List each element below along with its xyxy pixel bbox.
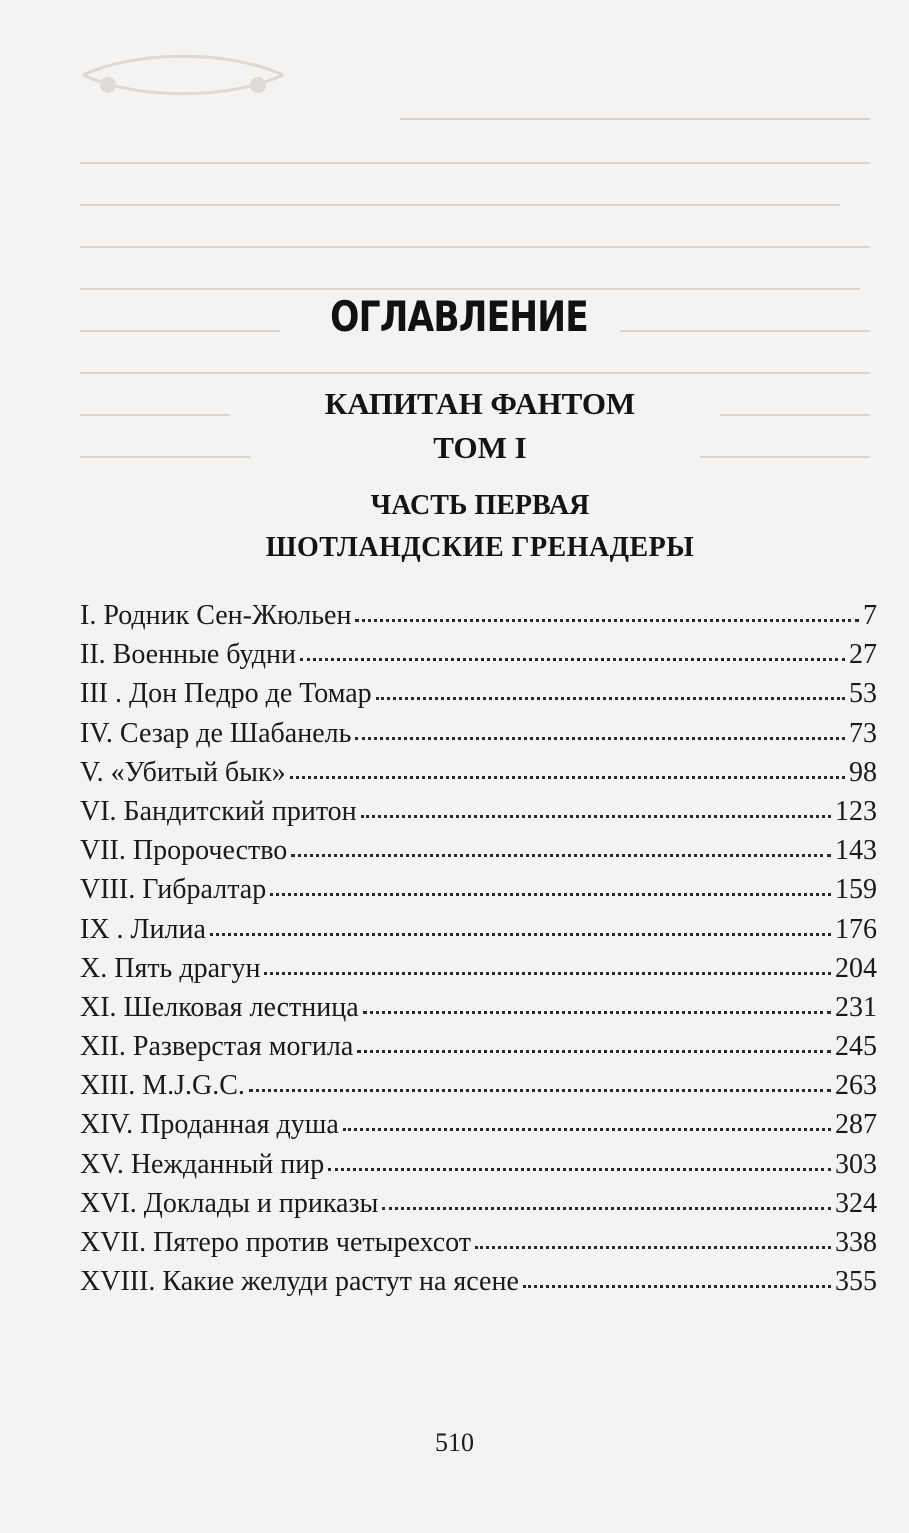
chapter-title: XVIII. Какие желуди растут на ясене (80, 1266, 519, 1298)
toc-entry (80, 1262, 877, 1301)
chapter-title: V. «Убитый бык» (80, 756, 286, 788)
toc-entry (80, 714, 877, 753)
dot-leader (290, 774, 845, 779)
chapter-page-number: 53 (849, 678, 877, 710)
chapter-page-number: 231 (835, 991, 877, 1023)
dot-leader (361, 813, 831, 818)
chapter-title: XVI. Доклады и приказы (80, 1187, 379, 1219)
toc-entry (80, 1223, 877, 1262)
chapter-page-number: 7 (863, 600, 877, 631)
toc-entry (80, 792, 877, 831)
chapter-title: XIV. Проданная душа (80, 1109, 339, 1141)
bleed-through-line (700, 456, 870, 458)
toc-entry (80, 910, 877, 949)
dot-leader (357, 1048, 831, 1053)
dot-leader (355, 735, 845, 740)
dot-leader (382, 1205, 831, 1210)
chapter-title: I. Родник Сен-Жюльен (80, 600, 352, 631)
toc-entry (80, 596, 877, 635)
chapter-title: IX . Лилиа (80, 913, 206, 945)
chapter-title: III . Дон Педро де Томар (80, 678, 372, 710)
chapter-page-number: 123 (835, 795, 877, 827)
chapter-page-number: 355 (835, 1266, 877, 1298)
bleed-through-line (80, 288, 860, 290)
dot-leader (343, 1126, 831, 1131)
dot-leader (475, 1244, 831, 1249)
dot-leader (355, 617, 859, 622)
chapter-page-number: 338 (835, 1227, 877, 1258)
chapter-page-number: 287 (835, 1109, 877, 1141)
chapter-title: IV. Сезар де Шабанель (80, 717, 352, 749)
toc-entry (80, 753, 877, 792)
dot-leader (249, 1087, 831, 1092)
chapter-page-number: 324 (835, 1187, 877, 1219)
part-label: ЧАСТЬ ПЕРВАЯ (370, 490, 590, 521)
chapter-title: XV. Нежданный пир (80, 1148, 325, 1180)
toc-entry (80, 831, 877, 870)
chapter-page-number: 263 (835, 1070, 877, 1102)
chapter-page-number: 143 (835, 835, 877, 867)
chapter-title: XI. Шелковая лестница (80, 991, 359, 1023)
chapter-title: XVII. Пятеро против четырехсот (80, 1227, 472, 1258)
chapter-page-number: 303 (835, 1148, 877, 1180)
bleed-through-line (80, 162, 870, 164)
dot-leader (264, 970, 831, 975)
toc-entry (80, 1105, 877, 1144)
bleed-through-line (80, 246, 870, 248)
toc-entry (80, 988, 877, 1027)
chapter-page-number: 27 (849, 639, 877, 671)
bleed-through-ornament (78, 45, 288, 105)
chapter-page-number: 159 (835, 874, 877, 906)
table-of-contents (80, 596, 877, 1301)
part-name: ШОТЛАНДСКИЕ ГРЕНАДЕРЫ (265, 532, 695, 563)
contents-title: ОГЛАВЛЕНИЕ (330, 292, 589, 341)
page-number: 510 (435, 1428, 474, 1457)
toc-entry (80, 674, 877, 713)
chapter-title: XII. Разверстая могила (80, 1031, 354, 1063)
bleed-through-line (80, 204, 840, 206)
chapter-title: II. Военные будни (80, 639, 296, 671)
chapter-page-number: 98 (849, 756, 877, 788)
bleed-through-rule (400, 118, 870, 120)
volume-heading: ТОМ I (433, 430, 527, 465)
chapter-title: VII. Пророчество (80, 835, 288, 867)
dot-leader (291, 852, 831, 857)
chapter-title: VIII. Гибралтар (80, 874, 267, 906)
toc-entry (80, 1066, 877, 1105)
bleed-through-line (720, 414, 870, 416)
toc-entry (80, 635, 877, 674)
chapter-page-number: 204 (835, 952, 877, 984)
toc-entry (80, 1027, 877, 1066)
dot-leader (376, 695, 845, 700)
toc-entry (80, 949, 877, 988)
dot-leader (270, 891, 831, 896)
toc-entry (80, 1145, 877, 1184)
dot-leader (210, 931, 831, 936)
book-title: КАПИТАН ФАНТОМ (324, 386, 636, 421)
toc-entry (80, 870, 877, 909)
dot-leader (328, 1166, 831, 1171)
chapter-title: XIII. M.J.G.C. (80, 1070, 245, 1102)
chapter-page-number: 176 (835, 913, 877, 945)
bleed-through-line (80, 372, 870, 374)
dot-leader (363, 1009, 831, 1014)
bleed-through-line (80, 456, 250, 458)
dot-leader (523, 1283, 831, 1288)
toc-entry (80, 1184, 877, 1223)
chapter-page-number: 245 (835, 1031, 877, 1063)
chapter-page-number: 73 (849, 717, 877, 749)
chapter-title: X. Пять драгун (80, 952, 261, 984)
dot-leader (300, 656, 845, 661)
chapter-title: VI. Бандитский притон (80, 795, 357, 827)
bleed-through-line (80, 414, 230, 416)
